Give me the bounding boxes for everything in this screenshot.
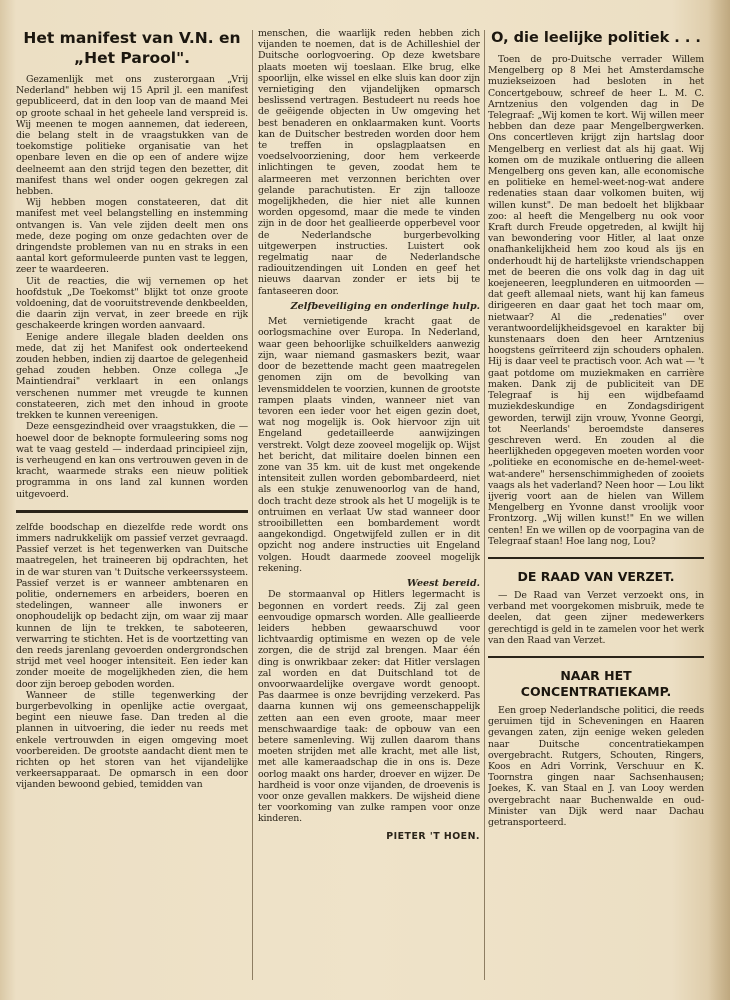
divider xyxy=(488,656,704,658)
column-2 xyxy=(258,28,480,986)
paragraph: Deze eensgezindheid over vraagstukken, die — hoewel door de beknopte formuleering soms nog wat te vaag gesteld — inderdaad principieel zijn, is verheugend en kan ons vertrouwen geven in de kracht, waarmede straks een nieuw politiek programma in ons land zal kunnen worden uitgevoerd. xyxy=(16,421,248,500)
paragraph: zelfde boodschap en diezelfde rede wordt ons immers nadrukkelijk om passief verzet gevraagd. Passief verzet is het tegenwerken van Duitsche maatregelen, het traineeren bij opdrachten, het in de war sturen van 't Duitsche verkeerssysteem. Passief verzet is er wanneer ambtenaren en politie, ondernemers en arbeiders, boeren en stedelingen, wanneer alle inwoners er onophoudelijk op bedacht zijn, om waar zij maar kunnen de lijn te trekken, te saboteeren, verwarring te stichten. Het is de voortzetting van den reeds jarenlang gevoerden ondergrondschen strijd met veel hooger intensiteit. Een ieder kan zonder moeite de mogelijkheden zien, die hem door zijn beroep geboden worden. xyxy=(16,521,248,690)
column-rule xyxy=(252,30,253,980)
paragraph: Eenige andere illegale bladen deelden ons mede, dat zij het Manifest ook onderteekend zouden hebben, indien zij daartoe de gelegenheid gehad zouden hebben. Onze collega „Je Maintiendrai" verklaart in een onlangs verschenen nummer met vreugde te kunnen constateeren, zich met den inhoud in groote trekken te kunnen vereenigen. xyxy=(16,331,248,422)
paragraph: — De Raad van Verzet verzoekt ons, in verband met voorgekomen misbruik, mede te deelen, dat geen zijner medewerkers gerechtigd is geld in te zamelen voor het werk van den Raad van Verzet. xyxy=(488,589,704,646)
subheading-zelfbeveiliging: Zelfbeveiliging en onderlinge hulp. xyxy=(290,300,480,312)
divider xyxy=(488,557,704,559)
paragraph: De stormaanval op Hitlers legermacht is begonnen en vordert reeds. Zij zal geen eenvoudige opmarsch worden. Alle geallieerde leiders hebben gewaarschuwd voor lichtvaardig optimisme en wezen op de vele zorgen, die de strijd zal brengen. Maar één ding is onwrikbaar zeker: dat Hitler verslagen zal worden en dat Duitschland tot de onvoorwaardelijke overgave wordt genoopt. Pas daarmee is onze bevrijding verzekerd. Pas daarna kunnen wij ons gemeenschappelijk zetten aan een even groote, maar meer menschwaardige taak: de opbouw van een betere samenleving. Wij zullen daarom thans moeten strijden met alle kracht, met alle list, met alle kameraadschap die in ons is. Deze oorlog maakt ons harder, droever en wijzer. De hardheid is voor onze vijanden, de droevenis is voor onze gevallen makkers. De wijsheid diene ter voorkoming van zulke rampen voor onze kinderen. xyxy=(258,589,480,825)
paragraph: Uit de reacties, die wij vernemen op het hoofdstuk „De Toekomst" blijkt tot onze groote voldoening, dat de vooruitstrevende denkbeelden, die daarin zijn vervat, in zeer breede en rijk geschakeerde kringen worden aanvaard. xyxy=(16,275,248,332)
headline-concentratiekamp: NAAR HET CONCENTRATIEKAMP. xyxy=(520,667,672,699)
paragraph: Toen de pro-Duitsche verrader Willem Mengelberg op 8 Mei het Amsterdamsche muziekseizoen had besloten in het Concertgebouw, schreef de heer L. M. C. Arntzenius den volgenden dag in De Telegraaf: „Wij komen te kort. Wij willen meer hebben dan deze paar Mengelbergwerken. Ons concertleven krijgt zijn hartslag door Mengelberg en verliest dat als hij gaat. Wij komen om de muzikale ontluering die alleen Mengelberg ons geven kan, alle economische en politieke en hemel-weet-nog-wat andere redenaties staan daar volkomen buiten, wij willen kunst". De man bedoelt het blijkbaar zoo: al heeft die Mengelberg nu ook voor Kraft durch Freude opgetreden, al kwijlt hij van bewondering voor Hitler, al laat onze onafhankelijkheid hem zoo koud als ijs en onderhoudt hij de hartelijkste vriendschappen met de beeren die ons volk dag in dag uit koejeneeren, leegplunderen en uitmoorden — dat geeft allemaal niets, want hij kan fameus dirigeeren en daar gaat het toch maar om, nietwaar? Al die „redenaties" over verantwoordelijkheidsgevoel en karakter bij kunstenaars doen den heer Arntzenius hoogstens geïrriteerd zijn schouders ophalen. Hij is daar veel te practisch voor. Ach wat — 't gaat potdome om muziekmaken en carrière maken. Dank zij de publiciteit van DE Telegraaf is hij een wijdbefaamd muziekdeskundige en Zondagsdirigent geworden, terwijl zijn vrouw, Yvonne Georgi, tot Neerlands' beroemdste danseres geschreven werd. En zouden al die heerlijkheden opgegeven moeten worden voor „politieke en economische en de-hemel-weet-wat-andere" hersenschimmigheden of zooiets vaags als het vaderland? Neen hoor — Lou likt ijverig voort aan de hielen van Willem Mengelberg en Yvonne danst vroolijk voor Frontzorg. „Wij willen kunst!" En we willen centen! En we willen op de voorpagina van de Telegraaf staan! Hoe lang nog, Lou? xyxy=(488,54,704,547)
article-manifest-body xyxy=(16,74,248,500)
headline-raad-van-verzet: DE RAAD VAN VERZET. xyxy=(517,568,675,584)
headline-politiek: O, die leelijke politiek . . . xyxy=(491,30,701,46)
column-1 xyxy=(16,28,248,986)
paragraph: Wanneer de stille tegenwerking der burgerbevolking in openlijke actie overgaat, begint een nieuwe fase. Dan treden al die plannen in uitvoering, die ieder nu reeds met enkele vertrouwden in eigen omgeving moet voorbereiden. De grootste aandacht dient men te richten op het storen van het vijandelijke verkeersapparaat. De opmarsch in een door vijanden bewoond gebied, temidden van xyxy=(16,689,248,791)
column-3 xyxy=(488,28,704,986)
headline-manifest: Het manifest van V.N. en „Het Parool". xyxy=(23,29,241,67)
paragraph: Wij hebben mogen constateeren, dat dit manifest met veel belangstelling en instemming ontvangen is. Van vele zijden deelt men ons mede, deze poging om onze gedachten over de dringendste problemen van nu en straks in een aantal kort geformuleerde punten vast te leggen, zeer te waardeeren. xyxy=(16,197,248,276)
paragraph: Gezamenlijk met ons zusterorgaan „Vrij Nederland" hebben wij 15 April jl. een manifest gepubliceerd, dat in den loop van de maand Mei op groote schaal in het geheele land verspreid is. Wij meenen te mogen aannemen, dat iedereen, die belang stelt in de vraagstukken van de toekomstige politieke organisatie van het openbare leven en die op een of andere wijze deelneemt aan den strijd tegen den bezetter, dit manifest thans wel onder oogen gekregen zal hebben. xyxy=(16,74,248,198)
paragraph: menschen, die waarlijk reden hebben zich vijanden te noemen, dat is de Achilleshiel der Duitsche oorlogvoering. Op deze kwetsbare plaats moeten wij toeslaan. Elke brug, elke spoorlijn, elke wissel en elke sluis kan door zijn vernietiging den vijandelijken opmarsch beslissend vertragen. Bestudeert nu reeds hoe de geëigende objecten in Uw omgeving het best benaderen en onklaarmaken kunt. Voorts kan de Duitscher bestreden worden door hem te treffen in opslagplaatsen en voedselvoorziening, door hem verkeerde inlichtingen te geven, zoodat hem te alarmeeren met verzonnen berichten over gelande parachutisten. Er zijn tallooze mogelijkheden, die hier niet alle kunnen worden opgesomd, maar die mede te vinden zijn in de door het geallieerde opperbevel voor de Nederlandsche burgerbevolking uitgewerpen instructies. Luistert ook regelmatig naar de Nederlandsche radiouitzendingen uit Londen en geef het nieuws daarvan zonder er iets bij te fantaseeren door. xyxy=(258,28,480,297)
divider xyxy=(16,510,248,513)
subheading-weest-bereid: Weest bereid. xyxy=(406,577,480,589)
paragraph: Met vernietigende kracht gaat de oorlogsmachine over Europa. In Nederland, waar geen behoorlijke schuilkelders aanwezig zijn, waar niemand gasmaskers bezit, waar door de bezettende macht geen maatregelen genomen zijn om de bevolking van levensmiddelen te voorzien, kunnen de grootste rampen plaats vinden, wanneer niet van tevoren een ieder voor het eigen gezin doet, wat nog mogelijk is. Ook hiervoor zijn uit Engeland gedetailleerde aanwijzingen verstrekt. Volgt deze zooveel mogelijk op. Wijst het bericht, dat militaire doelen binnen een zone van 35 km. uit de kust met ongekende intensiteit zullen worden gebombardeerd, niet als een stukje zenuwenoorlog van de hand, doch tracht deze strook als het U mogelijk is te ontruimen en verlaat Uw stad wanneer door strooibilletten een bombardement wordt aangekondigd. Ongetwijfeld zullen er in dit opzicht nog andere instructies uit Engeland volgen. Houdt daarmede zooveel mogelijk rekening. xyxy=(258,316,480,574)
paragraph: Een groep Nederlandsche politici, die reeds geruimen tijd in Scheveningen en Haaren gevangen zaten, zijn eenige weken geleden naar Duitsche concentratiekampen overgebracht. Rutgers, Schouten, Ringers, Koos en Adri Vorrink, Verschuur en K. Toornstra gingen naar Sachsenhausen; Joekes, K. van Staal en J. van Looy werden overgebracht naar Buchenwalde en oud-Minister van Dijk werd naar Dachau getransporteerd. xyxy=(488,704,704,828)
column-rule xyxy=(484,30,485,980)
article-verzet-body xyxy=(16,522,248,791)
signature: PIETER 'T HOEN. xyxy=(386,830,480,842)
